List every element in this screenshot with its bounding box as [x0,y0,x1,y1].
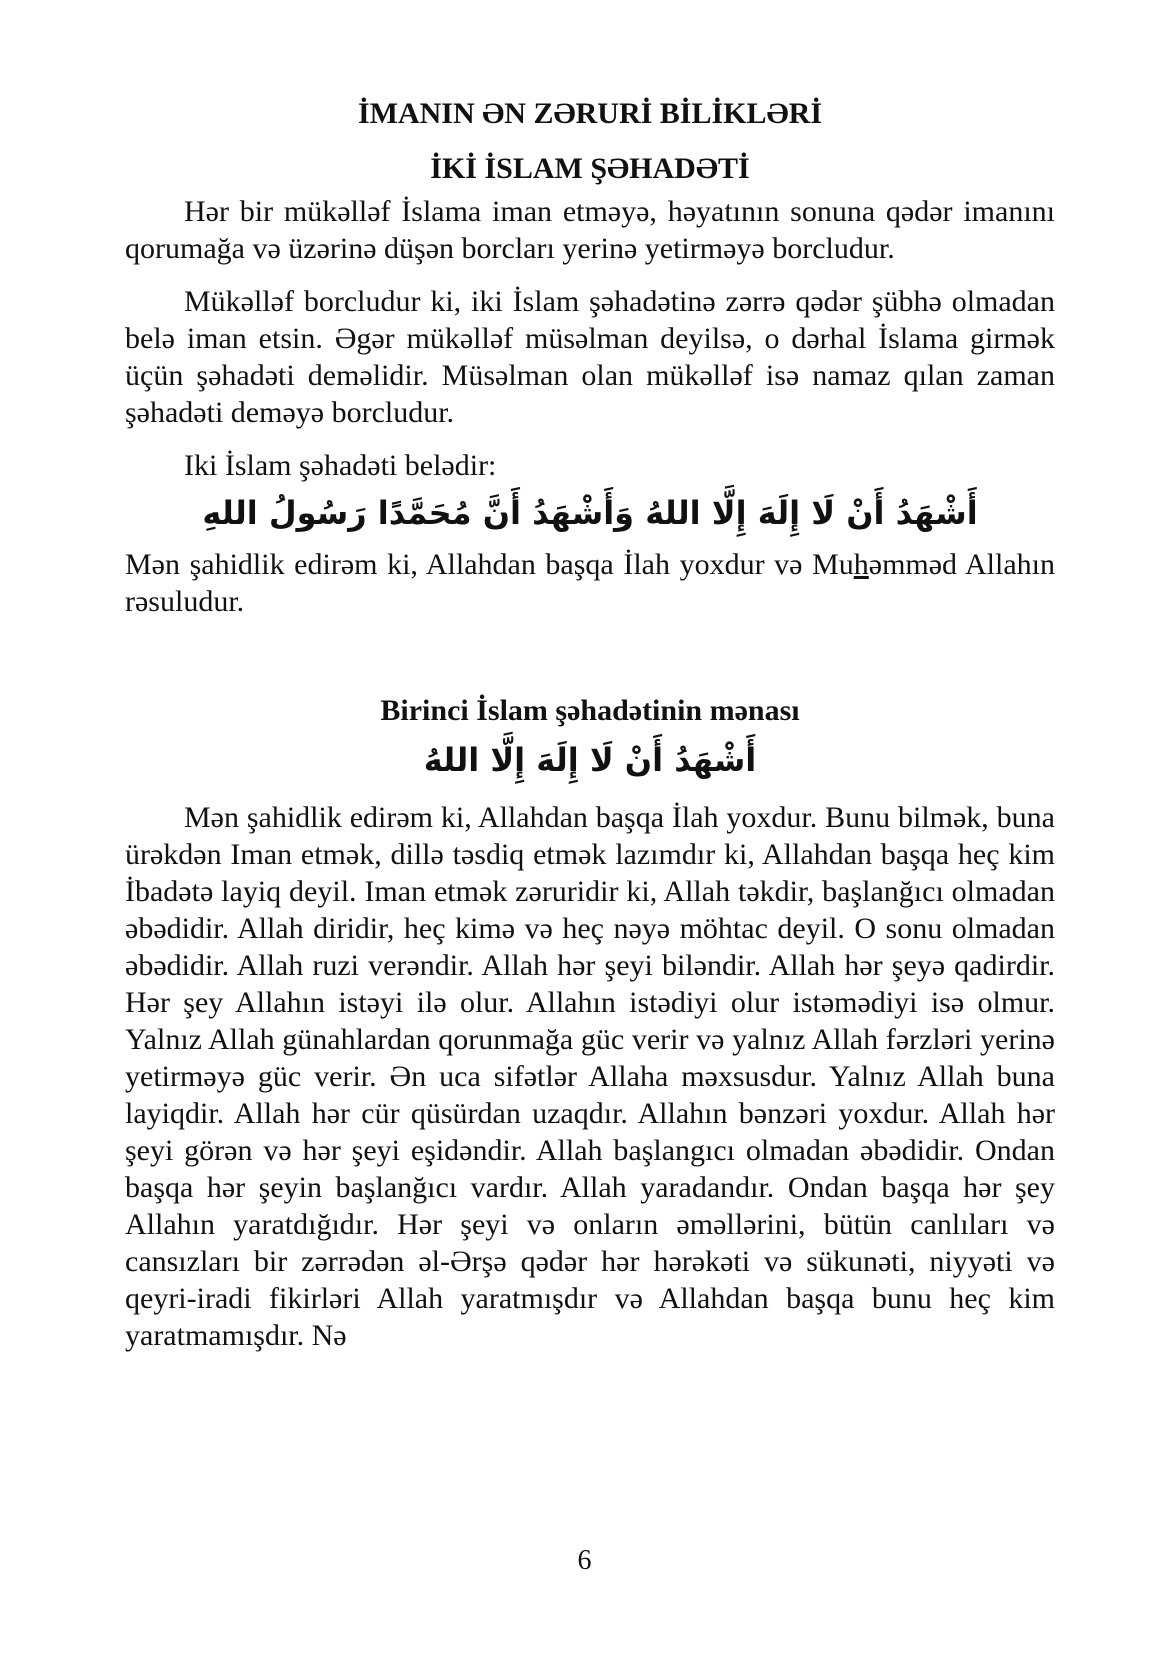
arabic-shahada-full: أَشْهَدُ أَنْ لَا إِلَهَ إِلَّا اللهُ وَأَشْهَدُ أَنَّ مُحَمَّدًا رَسُولُ اللهِ [202,494,978,532]
section-title: Birinci İslam şəhadətinin mənası [380,694,800,727]
intro-paragraph-3: Iki İslam şəhadəti belədir: [184,449,497,482]
page-content [125,95,1055,1354]
arabic-shahada-first: أَشْهَدُ أَنْ لَا إِلَهَ إِلَّا اللهُ [423,741,757,779]
page-number: 6 [577,1545,592,1576]
intro-paragraph-1: Hər bir mükəlləf İslama iman etməyə, həyatının sonuna qədər imanını qorumağa və üzərinə düşən borcları yerinə yetirməyə borcludur. [125,195,1055,265]
translation-underlined-h: h [853,548,869,581]
page-title: İMANIN ƏN ZƏRURİ BİLİKLƏRİ [357,97,823,130]
shahada-translation [125,546,1055,620]
section-spacer [125,620,1055,692]
intro-paragraph-2: Mükəlləf borcludur ki, iki İslam şəhadətinə zərrə qədər şübhə olmadan belə iman etsin. Əgər mükəlləf müsəlman deyilsə, o dərhal İslama girmək üçün şəhadəti deməlidir. Müsəlman olan mükəlləf isə namaz qılan zaman şəhadəti deməyə borcludur. [125,285,1055,429]
section-body: Mən şahidlik edirəm ki, Allahdan başqa İlah yoxdur. Bunu bilmək, buna ürəkdən Iman etmək, dillə təsdiq etmək lazımdır ki, Allahdan başqa heç kim İbadətə layiq deyil. Iman etmək zəruridir ki, Allah təkdir, başlanğıcı olmadan əbədidir. Allah diridir, heç kimə və heç nəyə möhtac deyil. O sonu olmadan əbədidir. Allah ruzi verəndir. Allah hər şeyi biləndir. Allah hər şeyə qadirdir. Hər şey Allahın istəyi ilə olur. Allahın istədiyi olur istəmədiyi isə olmur. Yalnız Allah günahlardan qorunmağa güc verir və yalnız Allah fərzləri yerinə yetirməyə güc verir. Ən uca sifətlər Allaha məxsusdur. Yalnız Allah buna layiqdir. Allah hər cür qüsürdan uzaqdır. Allahın bənzəri yoxdur. Allah hər şeyi görən və hər şeyi eşidəndir. Allah başlangıcı olmadan əbədidir. Ondan başqa hər şeyin başlanğıcı vardır. Allah yaradandır. Ondan başqa hər şey Allahın yaratdığıdır. Hər şeyi və onların əməllərini, bütün canlıları və cansızları bir zərrədən əl-Ərşə qədər hər hərəkəti və sükunəti, niyyəti və qeyri-iradi fikirləri Allah yaratmışdır və Allahdan başqa bunu heç kim yaratmamışdır. Nə [125,801,1055,1352]
translation-part-1: Mən şahidlik edirəm ki, Allahdan başqa İlah yoxdur və Mu [125,548,854,581]
page-subtitle: İKİ İSLAM ŞƏHADƏTİ [430,152,750,185]
translation-part-2: əmməd Allahın rəsuludur. [125,548,1055,618]
